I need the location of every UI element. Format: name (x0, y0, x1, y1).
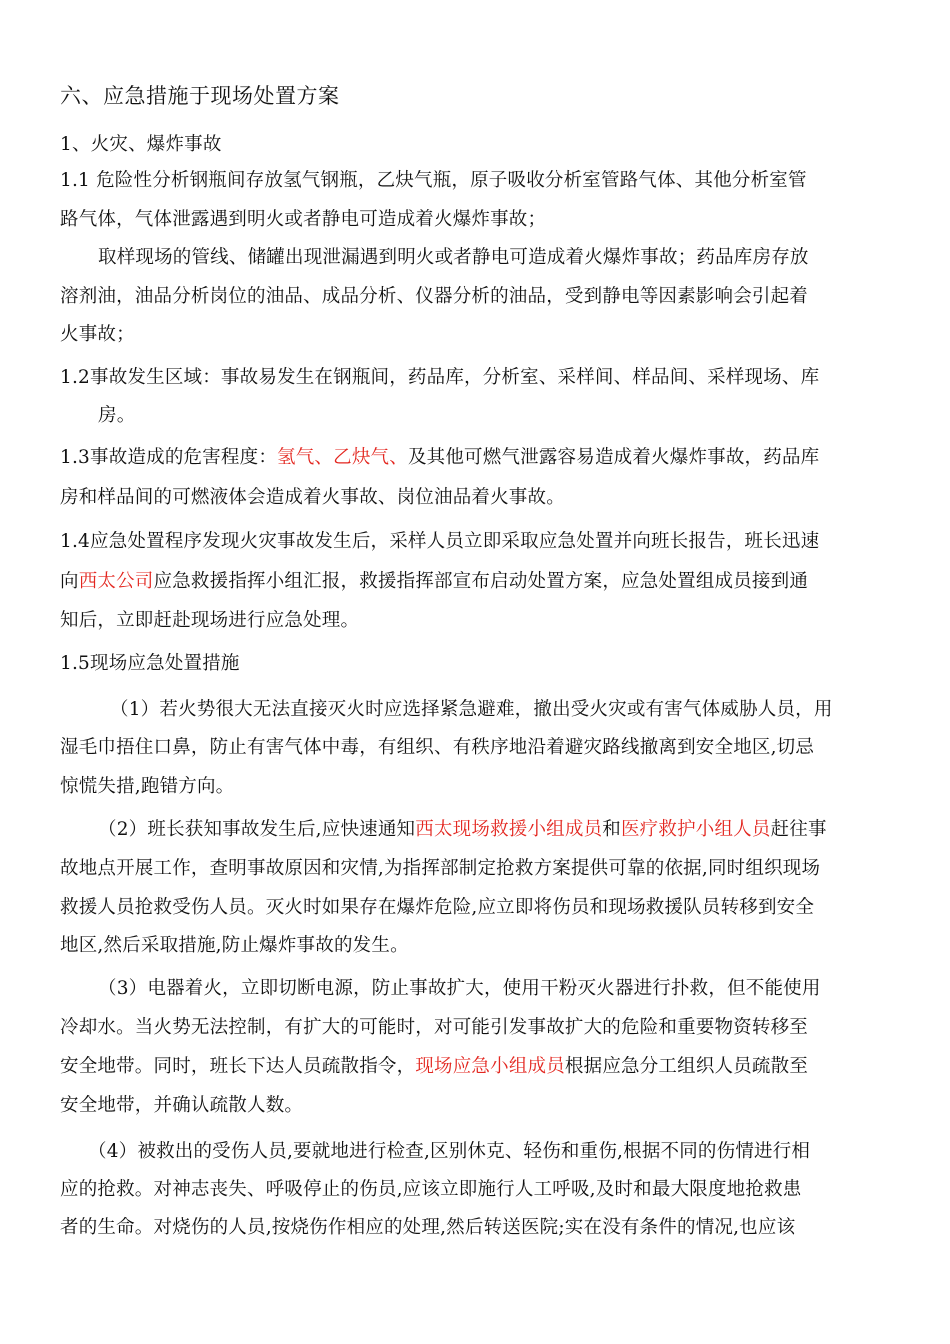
paragraph-line (60, 736, 814, 760)
highlighted-text: 西太现场救援小组成员 (415, 819, 603, 840)
text-segment: 赶往事 (770, 819, 827, 840)
text-segment: 1.5现场应急处置措施 (60, 653, 240, 674)
paragraph-line (60, 323, 135, 347)
text-segment: （3）电器着火，立即切断电源，防止事故扩大，使用干粉灭火器进行扑救，但不能使用 (98, 978, 821, 999)
paragraph-line (60, 530, 819, 554)
paragraph-line (60, 285, 808, 309)
text-segment: 火事故； (60, 324, 135, 345)
text-segment: 1、火灾、爆炸事故 (60, 134, 222, 155)
paragraph-line (60, 934, 409, 958)
text-segment: 路气体，气体泄露遇到明火或者静电可造成着火爆炸事故； (60, 209, 547, 230)
text-segment: 1.4应急处置程序发现火灾事故发生后，采样人员立即采取应急处置并向班长报告，班长迅速 (60, 531, 820, 552)
paragraph-line (60, 208, 546, 232)
paragraph-line (60, 1094, 303, 1118)
paragraph-line (60, 169, 807, 193)
text-segment: 安全地带。同时，班长下达人员疏散指令， (60, 1056, 416, 1077)
text-segment: 者的生命。对烧伤的人员,按烧伤作相应的处理,然后转送医院;实在没有条件的情况,也应该 (60, 1217, 796, 1238)
text-segment: 及其他可燃气泄露容易造成着火爆炸事故，药品库 (407, 447, 820, 468)
text-segment: （4）被救出的受伤人员,要就地进行检查,区别休克、轻伤和重伤,根据不同的伤情进行相 (88, 1141, 811, 1162)
highlighted-text: 氢气、乙炔气、 (277, 447, 408, 468)
paragraph-line (60, 366, 819, 390)
text-segment: 冷却水。当火势无法控制，有扩大的可能时，对可能引发事故扩大的危险和重要物资转移至 (60, 1017, 809, 1038)
text-segment: 故地点开展工作，查明事故原因和灾情,为指挥部制定抢救方案提供可靠的依据,同时组织现场 (60, 858, 821, 879)
paragraph-line (60, 857, 820, 881)
paragraph-line (60, 1016, 808, 1040)
text-segment: 溶剂油，油品分析岗位的油品、成品分析、仪器分析的油品，受到静电等因素影响会引起着 (60, 286, 809, 307)
text-segment: 根据应急分工组织人员疏散至 (564, 1056, 809, 1077)
highlighted-text: 现场应急小组成员 (415, 1056, 565, 1077)
paragraph-line (98, 246, 809, 270)
paragraph-line (110, 698, 833, 722)
paragraph-line (60, 1055, 808, 1079)
text-segment: 地区,然后采取措施,防止爆炸事故的发生。 (60, 935, 409, 956)
text-segment: 1.1 危险性分析钢瓶间存放氢气钢瓶，乙炔气瓶，原子吸收分析室管路气体、其他分析室管 (60, 170, 807, 191)
text-segment: 救援人员抢救受伤人员。灭火时如果存在爆炸危险,应立即将伤员和现场救援队员转移到安全 (60, 897, 815, 918)
paragraph-line (60, 1216, 795, 1240)
text-segment: 1.2事故发生区域：事故易发生在钢瓶间，药品库，分析室、采样间、样品间、采样现场、库 (60, 367, 820, 388)
text-segment: 向 (60, 571, 79, 592)
paragraph-line (60, 446, 819, 470)
paragraph-line (88, 1140, 810, 1164)
text-segment: 知后，立即赶赴现场进行应急处理。 (60, 610, 360, 631)
paragraph-line (60, 570, 808, 594)
paragraph-line (98, 818, 827, 842)
paragraph-line (60, 133, 222, 157)
text-segment: （2）班长获知事故发生后,应快速通知 (98, 819, 416, 840)
text-segment: 湿毛巾捂住口鼻，防止有害气体中毒，有组织、有秩序地沿着避灾路线撤离到安全地区,切忌 (60, 737, 815, 758)
paragraph-line (60, 486, 565, 510)
text-segment: 应急救援指挥小组汇报，救援指挥部宣布启动处置方案，应急处置组成员接到通 (153, 571, 809, 592)
text-segment: 安全地带，并确认疏散人数。 (60, 1095, 304, 1116)
document-title: 六、应急措施于现场处置方案 (60, 84, 340, 108)
text-segment: 房。 (98, 405, 136, 426)
highlighted-text: 西太公司 (78, 571, 154, 592)
paragraph-line (60, 896, 814, 920)
text-segment: 惊慌失措,跑错方向。 (60, 776, 235, 797)
text-segment: 房和样品间的可燃液体会造成着火事故、岗位油品着火事故。 (60, 487, 565, 508)
paragraph-line (60, 652, 240, 676)
paragraph-line (98, 977, 821, 1001)
paragraph-line (60, 1178, 801, 1202)
text-segment: 和 (602, 819, 621, 840)
text-segment: 取样现场的管线、储罐出现泄漏遇到明火或者静电可造成着火爆炸事故；药品库房存放 (98, 247, 809, 268)
paragraph-line (98, 404, 135, 428)
paragraph-line (60, 775, 234, 799)
paragraph-line (60, 609, 359, 633)
text-segment: （1）若火势很大无法直接灭火时应选择紧急避难，撤出受火灾或有害气体威胁人员，用 (110, 699, 833, 720)
text-segment: 1.3事故造成的危害程度： (60, 447, 278, 468)
highlighted-text: 医疗救护小组人员 (620, 819, 771, 840)
text-segment: 应的抢救。对神志丧失、呼吸停止的伤员,应该立即施行人工呼吸,及时和最大限度地抢救患 (60, 1179, 802, 1200)
